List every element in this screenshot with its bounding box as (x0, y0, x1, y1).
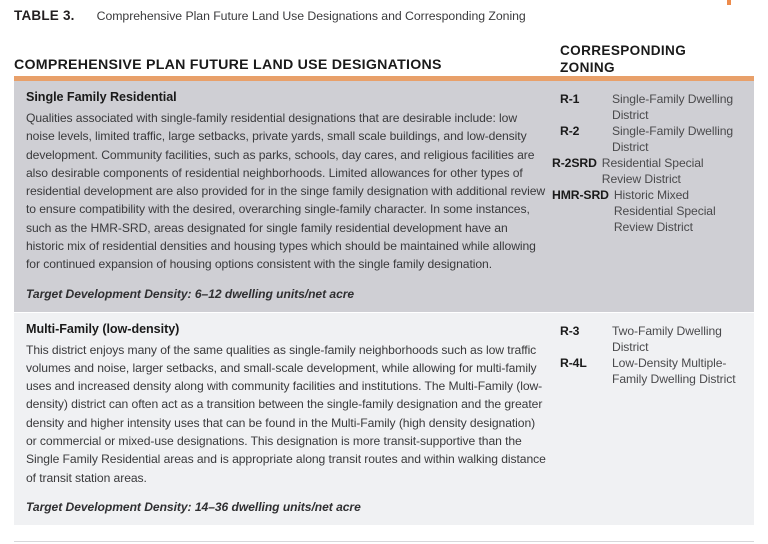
table-body (14, 81, 754, 525)
zoning-cell (552, 81, 754, 278)
zoning-district-name: Low-Density Multiple-Family Dwelling District (612, 355, 736, 386)
column-header-designations: COMPREHENSIVE PLAN FUTURE LAND USE DESIGNATIONS (14, 57, 442, 73)
table-bottom-rule (14, 541, 754, 542)
designation-title: Multi-Family (low-density) (26, 321, 180, 336)
table-number-label: TABLE 3. (14, 8, 75, 23)
zoning-entry (552, 187, 746, 235)
zoning-entry (560, 355, 746, 387)
zoning-code: R-3 (560, 323, 580, 338)
zoning-district-name: Single-Family Dwelling District (612, 92, 734, 123)
target-density-strip (14, 491, 754, 525)
zoning-entry (560, 323, 746, 355)
table-title-text: Comprehensive Plan Future Land Use Designations and Corresponding Zoning (96, 9, 526, 23)
zoning-code: HMR-SRD (552, 188, 609, 203)
designation-description: Qualities associated with single-family residential designations that are desirable include: low noise levels, limited traffic, large setbacks, private yards, small scale buildings, and low-density development. Community facilities, such as parks, schools, day cares, and religious facilities are also desirable components of residential neighborhoods. Limited allowances for other types of residential development are also provided for in the singe family designation with additional review to ensure compatibility with the desired, overarching single-family character. In some instances, such as the HMR-SRD, areas designated for single family residential development have an historic mix of residential densities and housing types which should be maintained while allowing for continued expansion of housing options consistent with the single family designation. (26, 111, 546, 272)
zoning-district-name: Residential Special Review District (601, 156, 704, 187)
column-header-zoning-line1: CORRESPONDING (560, 43, 687, 58)
table-row (14, 313, 754, 491)
designation-title: Single Family Residential (26, 90, 177, 104)
zoning-code: R-2SRD (552, 156, 597, 171)
target-density-text: Target Development Density: 6–12 dwelling units/net acre (26, 286, 355, 301)
zoning-district-name: Historic Mixed Residential Special Review District (613, 188, 716, 235)
zoning-code: R-1 (560, 92, 580, 106)
column-header-zoning-line2: ZONING (560, 59, 615, 75)
zoning-district-name: Two-Family Dwelling District (612, 323, 722, 354)
target-density-strip (14, 278, 754, 312)
zoning-cell (560, 313, 754, 491)
designation-cell (14, 81, 560, 278)
page-edge-artifact (727, 0, 731, 5)
zoning-entry (552, 155, 746, 187)
zoning-entry (560, 123, 746, 155)
column-header-zoning (560, 43, 686, 76)
designation-cell (14, 313, 560, 491)
zoning-list (560, 323, 746, 387)
zoning-list (552, 91, 746, 235)
table-row (14, 81, 754, 278)
table-caption (14, 8, 526, 23)
zoning-entry (560, 91, 746, 123)
zoning-code: R-4L (560, 355, 587, 370)
zoning-district-name: Single-Family Dwelling District (612, 124, 734, 155)
zoning-code: R-2 (560, 124, 580, 139)
target-density-text: Target Development Density: 14–36 dwelling units/net acre (26, 499, 361, 514)
designation-description: This district enjoys many of the same qualities as single-family neighborhoods such as low traffic volumes and noise, larger setbacks, and small-scale development, while allowing for multi-family uses and increased density along with community facilities and institutions. The Multi-Family (low-density) district can often act as a transition between the single-family designation and the greater density and higher intensity uses that can be found in the Multi-Family (high density designation) or commercial or mixed-use designations. This designation is more transit-supportive than the Single Family Residential areas and is appropriate along transit routes and within walking distance of transit station areas. (26, 342, 546, 485)
